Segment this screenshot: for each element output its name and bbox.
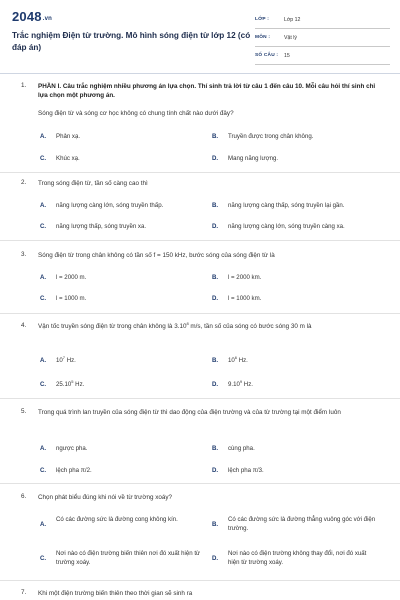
meta-value: Lớp 12 — [284, 16, 301, 23]
meta-subject — [255, 32, 390, 47]
question-divider — [0, 398, 400, 399]
question-number: 6. — [21, 493, 27, 500]
question-divider — [0, 313, 400, 314]
question-number: 4. — [21, 322, 27, 329]
question-number: 3. — [21, 251, 27, 258]
question-divider — [0, 483, 400, 484]
question-divider — [0, 240, 400, 241]
meta-label: SỐ CÂU : — [255, 53, 279, 58]
question-number: 2. — [21, 179, 27, 186]
question-number: 1. — [21, 82, 27, 89]
question-text: Chọn phát biểu đúng khi nói về từ trường xoáy? — [38, 494, 173, 501]
question-text: Trong quá trình lan truyền của sóng điện từ thì dao động của điện trường và của từ trường tại một điểm luôn — [38, 409, 341, 416]
question-text: Trong sóng điện từ, tần số càng cao thì — [38, 180, 148, 187]
question-number: 7. — [21, 589, 27, 596]
site-logo[interactable]: 2048.vn — [12, 9, 53, 24]
document-title: Trắc nghiệm Điện từ trường. Mô hình sóng điện từ lớp 12 (có đáp án) — [12, 31, 251, 52]
header-divider — [0, 73, 400, 74]
meta-value: 15 — [284, 52, 290, 59]
question-prompt: Sóng điện từ và sóng cơ học không có chung tính chất nào dưới đây? — [38, 110, 234, 117]
question-text: Vận tốc truyền sóng điện từ trong chân không là 3.10$^8$ m/s, tần số của sóng có bước sóng 30 m là — [38, 321, 312, 330]
meta-value: Vật lý — [284, 34, 297, 41]
question-divider — [0, 580, 400, 581]
meta-label: MÔN : — [255, 35, 271, 40]
question-text: PHẦN I. Câu trắc nghiệm nhiều phương án lựa chọn. Thí sinh trả lời từ câu 1 đến câu 10. Mỗi câu hỏi thí sinh chỉ lựa chọn một phương án. — [38, 83, 376, 100]
question-text: Sóng điện từ trong chân không có tần số f = 150 kHz, bước sóng của sóng điện từ là — [38, 252, 275, 259]
meta-label: LỚP : — [255, 17, 270, 22]
meta-class — [255, 14, 390, 29]
document-page: 2048.vn Trắc nghiệm Điện từ trường. Mô hình sóng điện từ lớp 12 (có đáp án) LỚP : Lớp 12 MÔN : Vật lý SỐ CÂU : 15 1. PHẦN I. Câu trắc nghiệm nhiều phương án lựa chọn. Thí sinh trả lời từ câu 1 đến câu 10. Mỗi câu hỏi thí sinh chỉ lựa chọn một phương án. Sóng điện từ và sóng cơ học không có chung tính chất nào dưới đây? A. Phản xạ. B. Truyền được trong chân không. C. Khúc xạ. D. Mang năng lượng. 2. Trong sóng điện từ, tần số càng cao thì A. năng lượng càng lớn, sóng truyền thấp. B. năng lượng càng thấp, sóng truyền lại gần. C. năng lượng thấp, sóng truyền xa. D. năng lượng càng lớn, sóng truyền càng xa. 3. Sóng điện từ trong chân không có tần số f = 150 kHz, bước sóng của sóng điện từ là A. l = 2000 m. B. l = 2000 km. C. l = 1000 m. D. l = 1000 km. 4. Vận tốc truyền sóng điện từ trong chân không là 3.10$^8$ m/s, tần số của sóng có bước sóng 30 m là A. $10^7$ Hz. B. $10^6$ Hz. C. 25.10$^5$ Hz. D. 9.10$^9$ Hz. 5. Trong quá trình lan truyền của sóng điện từ thì dao động của điện trường và của từ trường tại một điểm luôn A. ngược pha. B. cùng pha. C. lệch pha π/2. D. lệch pha π/3. 6. Chọn phát biểu đúng khi nói về từ trường xoáy? A. Có các đường sức là đường cong không kín. B. Có các đường sức là đường thẳng vuông góc với điện trường. C. Nơi nào có điện trường biến thiên nơi đó xuất hiện từ trường xoáy. D. Nơi nào có điện trường không thay đổi, nơi đó xuất hiện từ trường xoáy. 7. Khi một điện trường biến thiên theo thời gian sẽ sinh ra — [0, 0, 400, 600]
question-number: 5. — [21, 408, 27, 415]
document-header — [0, 0, 400, 74]
meta-box — [255, 14, 390, 68]
meta-count — [255, 50, 390, 65]
question-text: Khi một điện trường biến thiên theo thời gian sẽ sinh ra — [38, 590, 193, 597]
question-divider — [0, 172, 400, 173]
